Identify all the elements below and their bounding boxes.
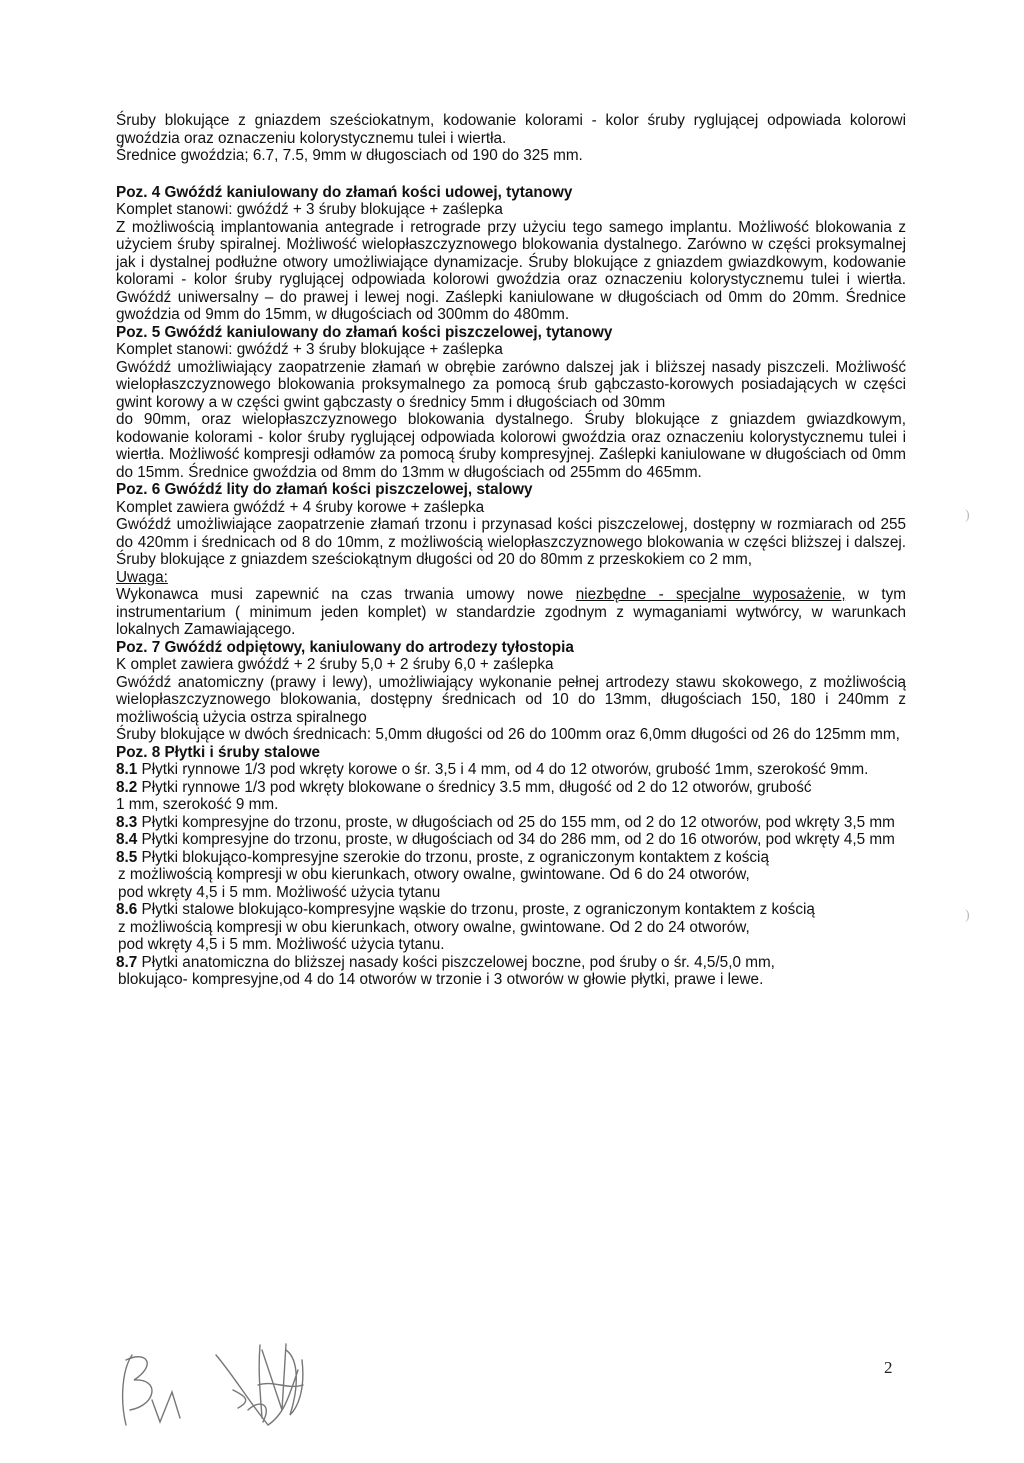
item-text: Płytki rynnowe 1/3 pod wkręty blokowane o średnicy 3.5 mm, długość od 2 do 12 otworów, grubość <box>137 778 812 796</box>
item-text: Płytki kompresyjne do trzonu, proste, w długościach od 25 do 155 mm, od 2 do 12 otworów, pod wkręty 3,5 mm <box>137 813 895 831</box>
intro-paragraph: Śruby blokujące z gniazdem sześciokatnym, kodowanie kolorami - kolor śruby ryglującej odpowiada kolorowi gwoździa oraz oznaczeniu kolorystycznemu tulei i wiertła. <box>116 112 906 147</box>
handwritten-initials-3 <box>250 1330 310 1430</box>
note-text-underlined: niezbędne - specjalne wyposażenie, <box>575 586 846 603</box>
document-page <box>116 112 906 989</box>
poz7-body-1: Gwóźdź anatomiczny (prawy i lewy), umożliwiający wykonanie pełnej artrodezy stawu skokowego, z możliwością wielopłaszczyznowego blokowania, dostępny średnicach od 10 do 13mm, długościach 150, 180 i 240mm z możliwością użycia ostrza spiralnego <box>116 673 906 726</box>
item-number: 8.2 <box>116 778 138 796</box>
item-text: Płytki stalowe blokująco-kompresyjne wąskie do trzonu, proste, z ograniczonym kontaktem z kością <box>137 901 815 918</box>
poz8-title: Poz. 8 Płytki i śruby stalowe <box>116 743 321 761</box>
poz5-body-2: do 90mm, oraz wielopłaszczyznowego blokowania dystalnego. Śruby blokujące z gniazdem gwiazdkowym, kodowanie kolorami - kolor śruby ryglującej odpowiada kolorowi gwoździa oraz oznaczeniu kolorystycznemu tulei i wiertła. Możliwość kompresji odłamów za pomocą śruby kompresyjnej. Zaślepki kaniulowane w długościach od 0mm do 15mm. Średnice gwoździa od 8mm do 13mm w długościach od 255mm do 465mm. <box>116 411 906 481</box>
item-text: Płytki kompresyjne do trzonu, proste, w długościach od 34 do 286 mm, od 2 do 16 otworów, pod wkręty 4,5 mm <box>137 831 895 848</box>
poz5-set: Komplet stanowi: gwóźdź + 3 śruby blokujące + zaślepka <box>116 341 503 358</box>
item-number: 8.6 <box>116 901 138 918</box>
item-text: Płytki rynnowe 1/3 pod wkręty korowe o śr. 3,5 i 4 mm, od 4 do 12 otworów, grubość 1mm, szerokość 9mm. <box>137 761 869 778</box>
margin-mark: ) <box>965 908 970 923</box>
item-number: 8.1 <box>116 761 138 778</box>
poz5-title: Poz. 5 Gwóźdź kaniulowany do złamań kości piszczelowej, tytanowy <box>116 323 613 341</box>
poz8-item-8-1 <box>116 761 906 779</box>
item-number: 8.7 <box>116 953 138 971</box>
poz4-set: Komplet stanowi: gwóźdź + 3 śruby blokujące + zaślepka <box>116 201 503 218</box>
poz8-item-8-6 <box>116 901 906 919</box>
note-text <box>116 586 906 639</box>
poz8-item-8-5-extra-2: pod wkręty 4,5 i 5 mm. Możliwość użycia tytanu <box>118 883 441 901</box>
poz7-title: Poz. 7 Gwóźdź odpiętowy, kaniulowany do artrodezy tyłostopia <box>116 638 574 656</box>
poz8-item-8-4 <box>116 831 906 849</box>
poz8-item-8-6-extra: z możliwością kompresji w obu kierunkach, otwory owalne, gwintowane. Od 2 do 24 otworów, <box>118 918 750 936</box>
item-text: Płytki anatomiczna do bliższej nasady kości piszczelowej boczne, pod śruby o śr. 4,5/5,0 mm, <box>137 953 775 971</box>
poz8-item-8-2-extra: 1 mm, szerokość 9 mm. <box>116 796 279 813</box>
item-number: 8.5 <box>116 848 138 866</box>
poz6-body: Gwóźdź umożliwiające zaopatrzenie złamań trzonu i przynasad kości piszczelowej, dostępny w rozmiarach od 255 do 420mm i średnicach od 8 do 10mm, z możliwością wielopłaszczyznowego blokowania w części bliższej i dalszej. Śruby blokujące z gniazdem sześciokątnym długości od 20 do 80mm z przeskokiem co 2 mm, <box>116 516 906 568</box>
poz8-item-8-6-extra-2: pod wkręty 4,5 i 5 mm. Możliwość użycia tytanu. <box>118 936 445 953</box>
margin-mark: ) <box>965 508 970 523</box>
poz8-item-8-7-extra: blokująco- kompresyjne,od 4 do 14 otworów w trzonie i 3 otworów w głowie płytki, prawe i lewe. <box>118 971 764 988</box>
intro-diameters: Średnice gwoździa; 6.7, 7.5, 9mm w długosciach od 190 do 325 mm. <box>116 147 583 164</box>
poz8-item-8-5-extra: z możliwością kompresji w obu kierunkach, otwory owalne, gwintowane. Od 6 do 24 otworów, <box>118 866 750 883</box>
handwritten-initials-1 <box>112 1330 202 1440</box>
poz8-item-8-3 <box>116 814 906 832</box>
poz8-item-8-2 <box>116 779 906 797</box>
poz6-title: Poz. 6 Gwóźdź lity do złamań kości piszczelowej, stalowy <box>116 481 533 498</box>
poz8-item-8-5 <box>116 849 906 867</box>
item-number: 8.3 <box>116 813 138 831</box>
poz5-body-1: Gwóźdź umożliwiający zaopatrzenie złamań w obrębie zarówno dalszej jak i bliższej nasady piszczeli. Możliwość wielopłaszczyznowego blokowania proksymalnego za pomocą śrub gąbczasto-korowych posiadających w części gwint korowy a w części gwint gąbczasty o średnicy 5mm i długościach od 30mm <box>116 358 906 411</box>
poz4-body: Z możliwością implantowania antegrade i retrograde przy użyciu tego samego implantu. Możliwość blokowania z użyciem śruby spiralnej. Możliwość wielopłaszczyznowego blokowania dystalnego. Zarówno w części proksymalnej jak i dystalnej podłużne otwory umożliwiające dynamizacje. Śruby blokujące z gniazdem gwiazdkowym, kodowanie kolorami - kolor śruby ryglującej odpowiada kolorowi gwoździa oraz oznaczeniu kolorystycznemu tulei i wiertła. Gwóźdź uniwersalny – do prawej i lewej nogi. Zaślepki kaniulowane w długościach od 0mm do 20mm. Średnice gwoździa od 9mm do 15mm, w długościach od 300mm do 480mm. <box>116 218 906 323</box>
poz7-body-2: Śruby blokujące w dwóch średnicach: 5,0mm długości od 26 do 100mm oraz 6,0mm długości od 26 do 125mm mm, <box>116 726 900 743</box>
poz6-set: Komplet zawiera gwóźdź + 4 śruby korowe + zaślepka <box>116 498 485 516</box>
page-number: 2 <box>884 1358 893 1377</box>
item-number: 8.4 <box>116 831 138 848</box>
note-text-after: w tym instrumentarium ( minimum jeden komplet) w standardzie zgodnym z wymaganiami wytwórcy, w warunkach lokalnych Zamawiającego. <box>116 586 906 638</box>
note-text-before: Wykonawca musi zapewnić na czas trwania umowy nowe <box>116 586 576 603</box>
poz7-set: K omplet zawiera gwóźdź + 2 śruby 5,0 + 2 śruby 6,0 + zaślepka <box>116 656 554 673</box>
item-text: Płytki blokująco-kompresyjne szerokie do trzonu, proste, z ograniczonym kontaktem z kością <box>137 848 769 866</box>
spacer <box>116 165 906 184</box>
poz8-item-8-7 <box>116 954 906 972</box>
poz4-title: Poz. 4 Gwóźdź kaniulowany do złamań kości udowej, tytanowy <box>116 183 573 201</box>
note-label: Uwaga: <box>116 568 168 586</box>
